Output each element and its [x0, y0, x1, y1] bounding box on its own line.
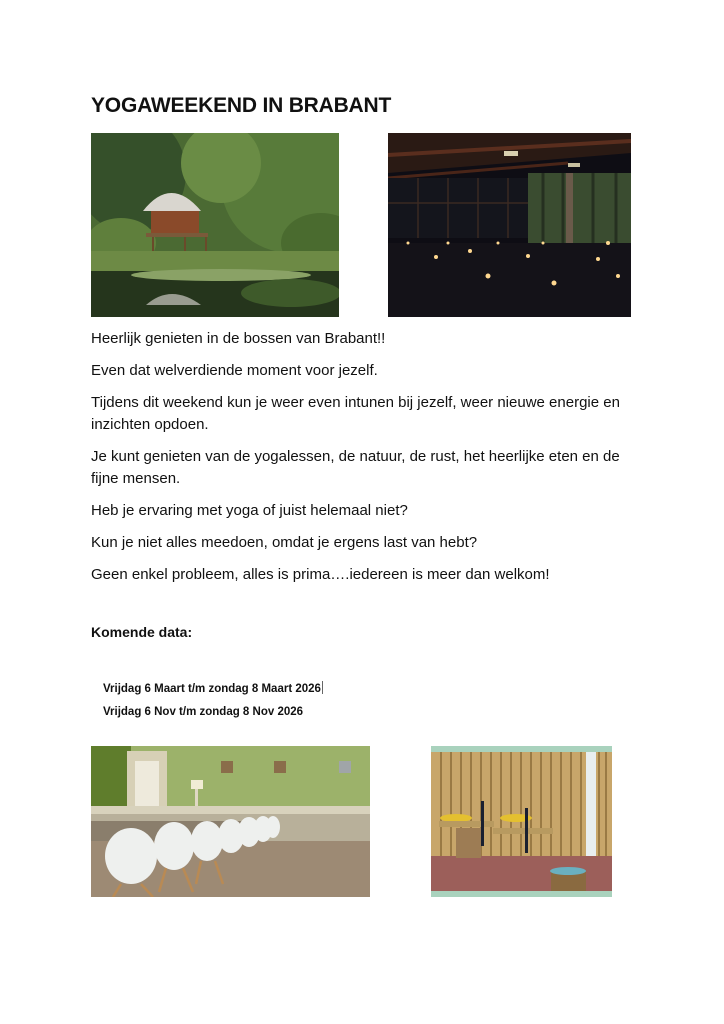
- intro-paragraph-1: Heerlijk genieten in de bossen van Brabant!!: [91, 330, 386, 347]
- intro-paragraph-5: Heb je ervaring met yoga of juist helemaal niet?: [91, 502, 408, 519]
- date-item: Vrijdag 6 Nov t/m zondag 8 Nov 2026: [103, 706, 304, 718]
- date-text: Vrijdag 6 Maart t/m zondag 8 Maart 2026: [103, 683, 321, 695]
- photo-forest-dome: [91, 133, 339, 317]
- intro-paragraph-2: Even dat welverdiende moment voor jezelf.: [91, 362, 378, 379]
- photo-candlelit-hall: [388, 133, 631, 317]
- photo-wooden-lounge: [431, 746, 612, 897]
- date-item: [103, 681, 323, 695]
- photo-dining-room: [91, 746, 370, 897]
- page-title: YOGAWEEKEND IN BRABANT: [91, 94, 392, 117]
- intro-paragraph-3: Tijdens dit weekend kun je weer even intunen bij jezelf, weer nieuwe energie en inzichten opdoen.: [91, 394, 620, 433]
- intro-paragraph-6: Kun je niet alles meedoen, omdat je ergens last van hebt?: [91, 534, 478, 551]
- dates-heading: Komende data:: [91, 624, 193, 640]
- text-cursor: [322, 681, 323, 694]
- intro-paragraph-7: Geen enkel probleem, alles is prima….iedereen is meer dan welkom!: [91, 566, 550, 583]
- intro-paragraph-4: Je kunt genieten van de yogalessen, de natuur, de rust, het heerlijke eten en de fijne mensen.: [91, 448, 620, 487]
